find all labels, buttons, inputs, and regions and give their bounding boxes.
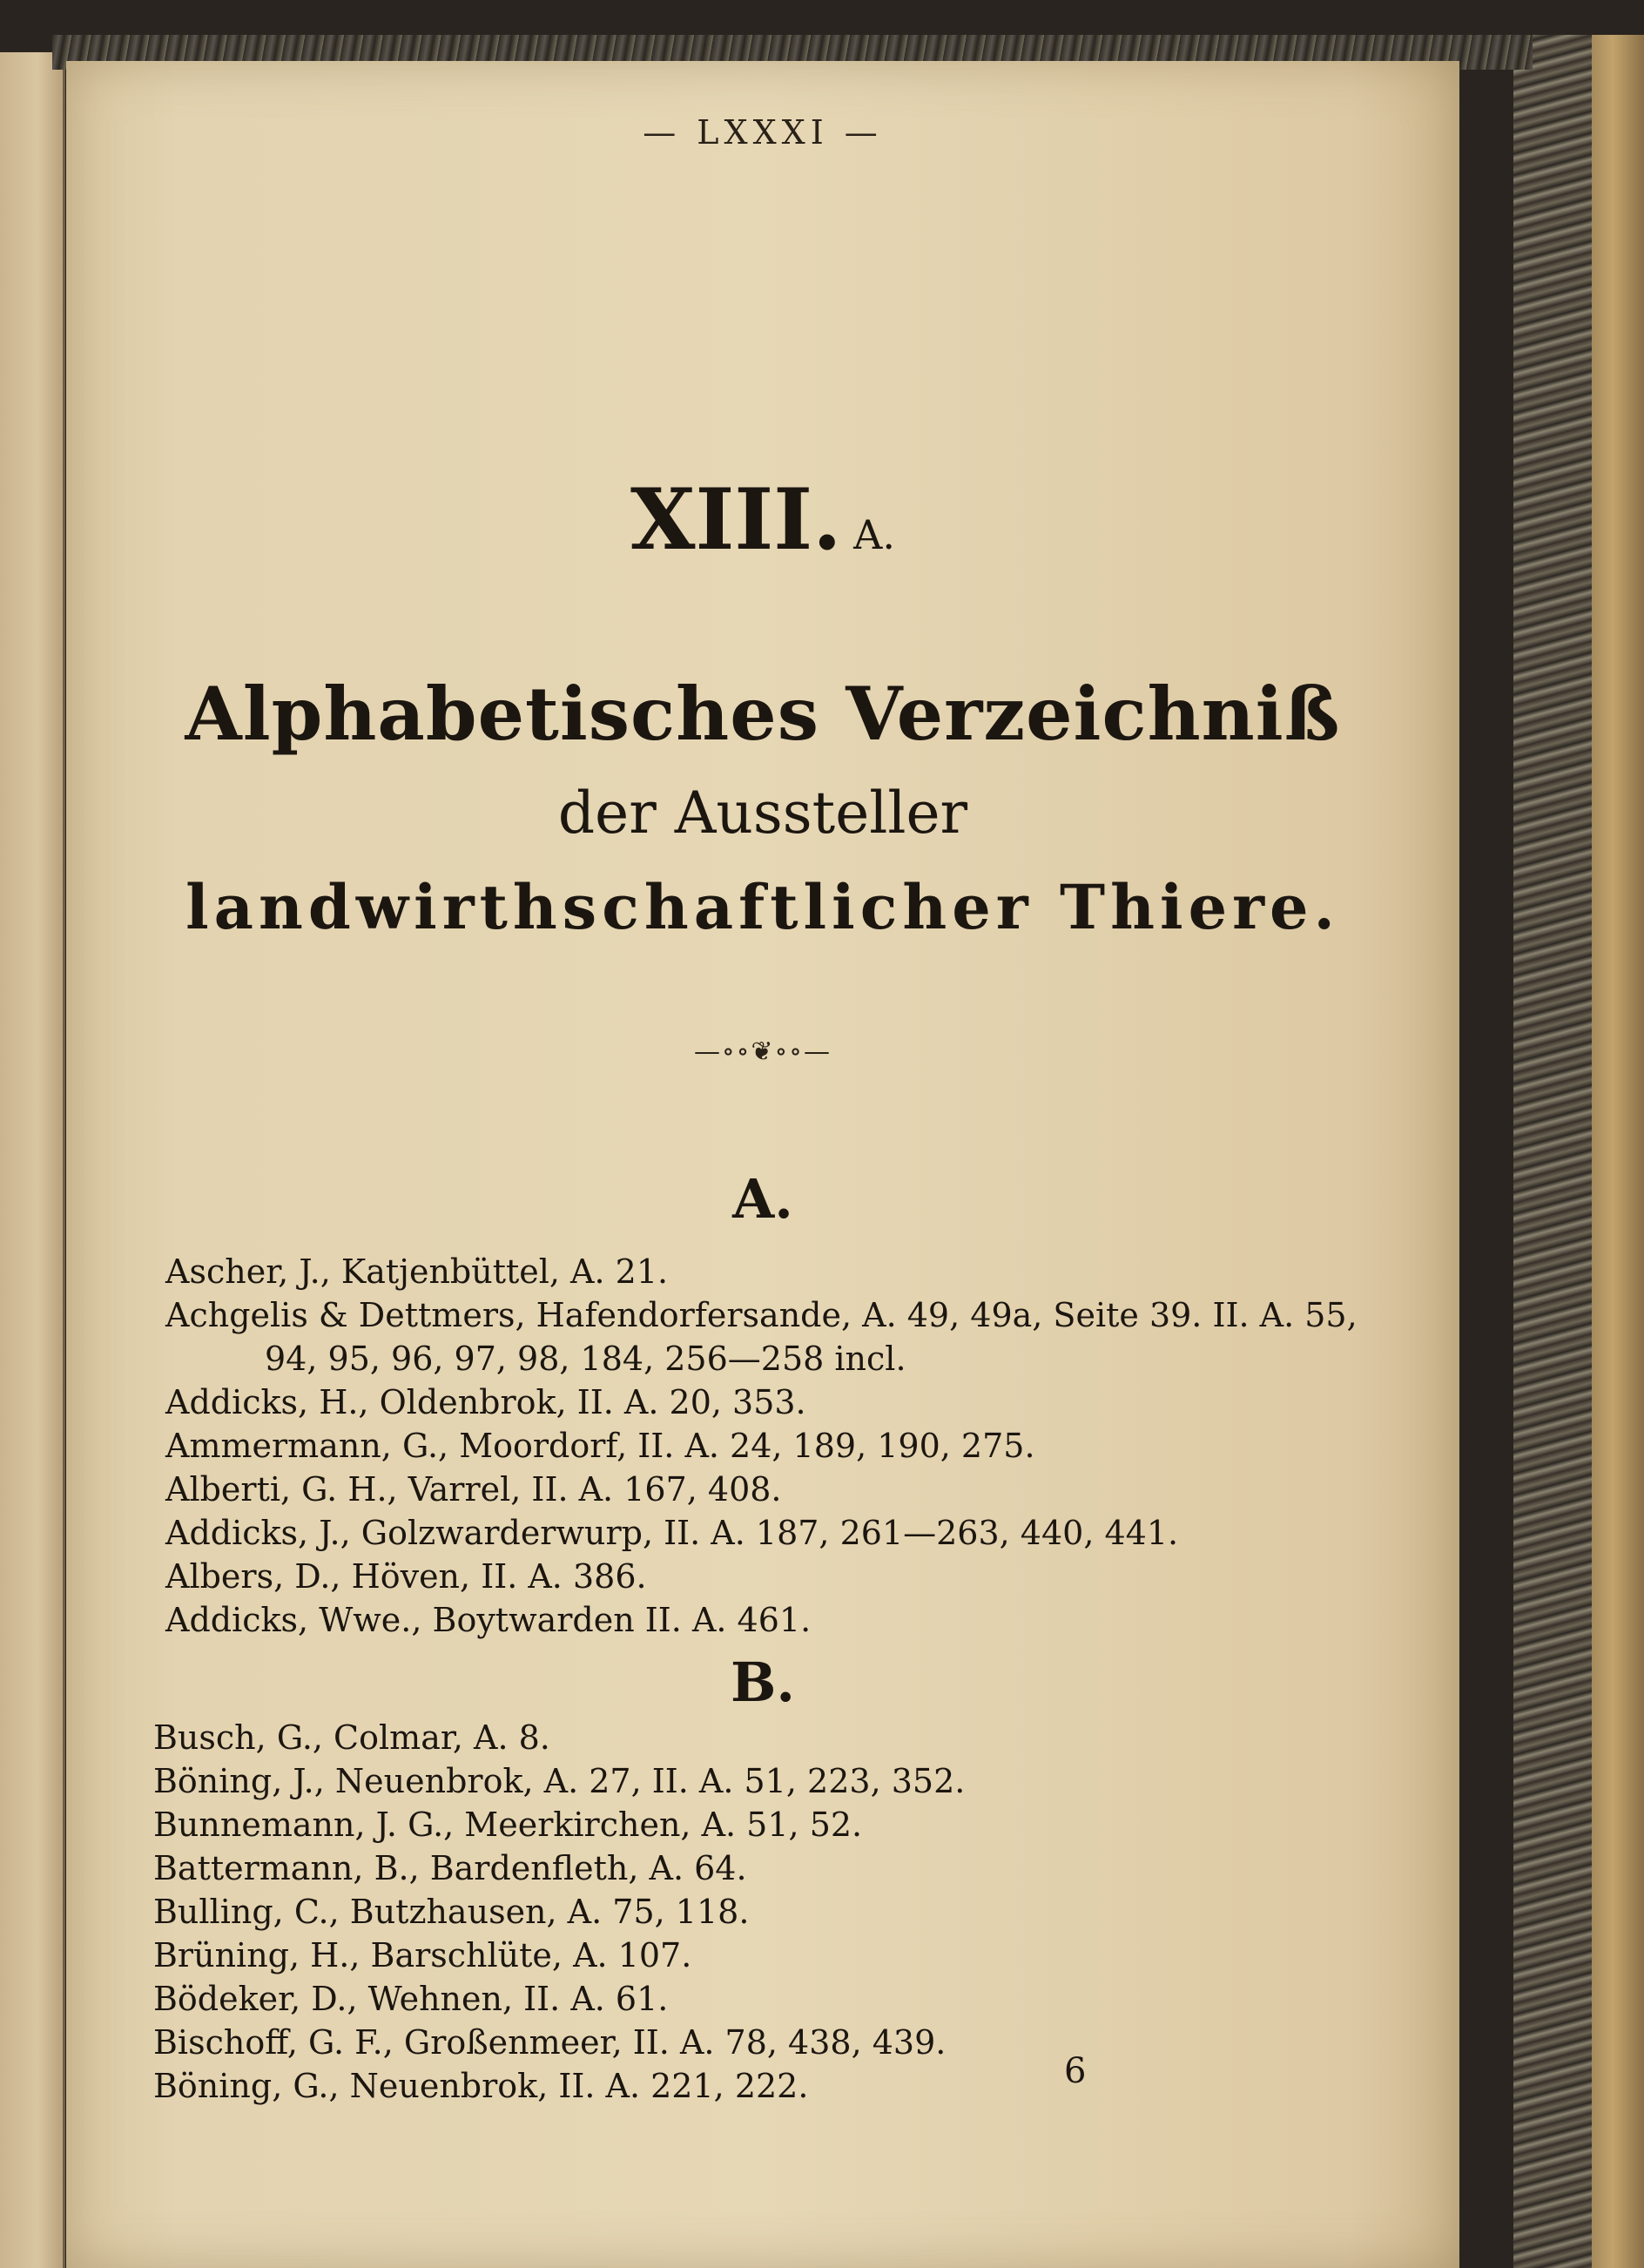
entry-list-b bbox=[153, 1716, 1390, 2108]
list-item bbox=[153, 2064, 1390, 2108]
list-item bbox=[153, 1890, 1390, 1934]
list-item bbox=[153, 1803, 1390, 1846]
ornament-divider: —∘∘❦∘∘— bbox=[694, 1036, 832, 1067]
list-item bbox=[165, 1424, 1402, 1468]
entry-line: Böning, J., Neuenbrok, A. 27, II. A. 51, 223, 352. bbox=[153, 1762, 966, 1800]
book-page bbox=[66, 61, 1459, 2268]
title-line-3: landwirthschaftlicher Thiere. bbox=[185, 871, 1340, 943]
page-number-header: — LXXXI — bbox=[643, 113, 883, 152]
entry-line: Addicks, Wwe., Boytwarden II. A. 461. bbox=[165, 1601, 812, 1639]
list-item bbox=[153, 1716, 1390, 1759]
book-board-edge bbox=[1592, 35, 1644, 2268]
list-item bbox=[165, 1250, 1402, 1293]
list-item bbox=[153, 1977, 1390, 2021]
entry-line: Ascher, J., Katjenbüttel, A. 21. bbox=[165, 1252, 669, 1291]
title-line-1: Alphabetisches Verzeichniß bbox=[185, 671, 1341, 757]
entry-line: Alberti, G. H., Varrel, II. A. 167, 408. bbox=[165, 1470, 782, 1509]
entry-line: Addicks, J., Golzwarderwurp, II. A. 187, 261—263, 440, 441. bbox=[165, 1514, 1179, 1552]
entry-list-a bbox=[165, 1250, 1402, 1642]
entry-line: Ammermann, G., Moordorf, II. A. 24, 189, 190, 275. bbox=[165, 1427, 1035, 1465]
list-item bbox=[153, 2021, 1390, 2064]
entry-line: Bödeker, D., Wehnen, II. A. 61. bbox=[153, 1980, 669, 2018]
list-item bbox=[153, 1759, 1390, 1803]
entry-line: Bunnemann, J. G., Meerkirchen, A. 51, 52. bbox=[153, 1806, 863, 1844]
section-number: XIII. bbox=[630, 470, 842, 569]
entry-line: Busch, G., Colmar, A. 8. bbox=[153, 1718, 550, 1757]
entry-line: Bischoff, G. F., Großenmeer, II. A. 78, 438, 439. bbox=[153, 2023, 947, 2062]
section-heading bbox=[66, 470, 1459, 569]
list-item bbox=[165, 1468, 1402, 1511]
entry-line: Achgelis & Dettmers, Hafendorfersande, A. 49, 49a, Seite 39. II. A. 55, bbox=[165, 1296, 1358, 1334]
facing-page-edge bbox=[0, 52, 65, 2268]
entry-line: Bulling, C., Butzhausen, A. 75, 118. bbox=[153, 1893, 750, 1931]
list-item bbox=[165, 1555, 1402, 1598]
list-item bbox=[165, 1293, 1402, 1380]
entry-line: Albers, D., Höven, II. A. 386. bbox=[165, 1557, 647, 1596]
entry-line: Böning, G., Neuenbrok, II. A. 221, 222. bbox=[153, 2067, 809, 2105]
entry-line: Addicks, H., Oldenbrok, II. A. 20, 353. bbox=[165, 1383, 806, 1421]
title-line-2: der Aussteller bbox=[557, 780, 968, 847]
list-item bbox=[165, 1380, 1402, 1424]
section-subnumber: A. bbox=[853, 511, 896, 558]
signature-number: 6 bbox=[1064, 2051, 1087, 2091]
list-item bbox=[165, 1511, 1402, 1555]
list-item bbox=[153, 1846, 1390, 1890]
entry-line: Battermann, B., Bardenfleth, A. 64. bbox=[153, 1849, 747, 1887]
list-item bbox=[165, 1598, 1402, 1642]
letter-heading-a: A. bbox=[732, 1167, 793, 1231]
entry-line: Brüning, H., Barschlüte, A. 107. bbox=[153, 1936, 692, 1974]
entry-line-continuation: 94, 95, 96, 97, 98, 184, 256—258 incl. bbox=[265, 1340, 906, 1378]
list-item bbox=[153, 1934, 1390, 1977]
letter-heading-b: B. bbox=[731, 1650, 795, 1714]
